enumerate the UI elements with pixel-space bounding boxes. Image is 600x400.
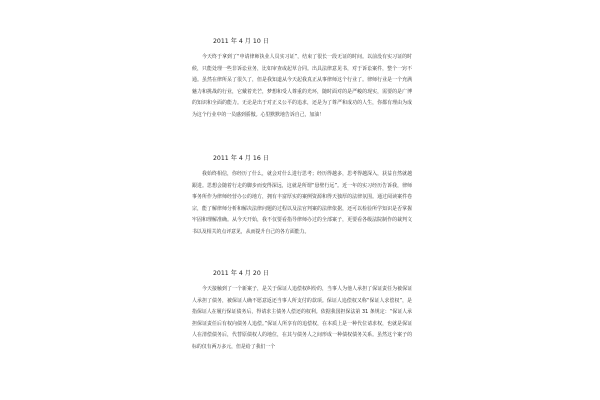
entry-date: 2011 年 4 月 16 日	[213, 155, 269, 162]
entry-paragraph: 我始终相信，你经历了什么，就会对什么进行思考；经历得越多，思考得越深入，获益自然就越跟进。思想会随着行走的脚步而变得深远，这就是所谓“悬壁行远”。近一年的实习经历告诉我，律师事务所作为律师经营办公的地方，拥有丰富厚实的案例资源和得天独厚的法律氛围。通过阅读案件卷宗，能了解律师分析和解决法律问题的过程以及法官判案的法律依据，还可以检验所学知识是否掌握牢固和理解准确。从今天开始，我不仅要看指导律师办过的全部案子，更要看各级法院制作的裁判文书以及相关的点评意见，从而提升自己的各方面能力。	[192, 171, 412, 235]
diary-entry	[192, 270, 412, 358]
diary-entry	[192, 155, 412, 243]
diary-entry	[192, 38, 412, 126]
entry-paragraph: 今天接触到了一个新案子，是关于保证人追偿权纠纷的，当事人为他人承担了保证责任为被保证人承担了债务，被保证人确不愿意返还当事人所支付的款项。保证人追偿权又称“保证人求偿权”，是指保证人在履行保证债务后，得请求主债务人偿还的权利。依据我国担保法第 31 条规定：“保证人承担保证责任后有权向债务人追偿。”保证人所享有的追偿权，在本质上是一种代位请求权，也就是保证人在清偿债务后，代替原债权人的地位，在其与债务人之间形成一种债权债务关系。虽然这个案子的标的仅有两万多元，但是给了我们一个	[192, 286, 412, 350]
entry-date: 2011 年 4 月 10 日	[213, 38, 269, 45]
entry-date: 2011 年 4 月 20 日	[213, 270, 269, 277]
entry-paragraph: 今天终于拿到了“申请律师执业人员实习证”，结束了很长一段无证的时间。以前没有实习证的时候，只能处理一些非诉讼业务，比如审查或起草合同。出具法律意见书，对于诉讼案件，整个一窍不通。虽然在律所呆了很久了，但是我知道从今天起我真正从事律师这个行业了。律师行业是一个充满魅力和挑战的行业，它戴着光芒，梦想和受人尊重的光环，随时面对的是严峻的现实，需要的是广博的知识和全面的能力。无论是出于对正义公平的追求，还是为了尊严和成功的人生，你都有理由为成为这个行业中的一员感到骄傲。心里默默地告诉自己，加油！	[192, 54, 412, 118]
